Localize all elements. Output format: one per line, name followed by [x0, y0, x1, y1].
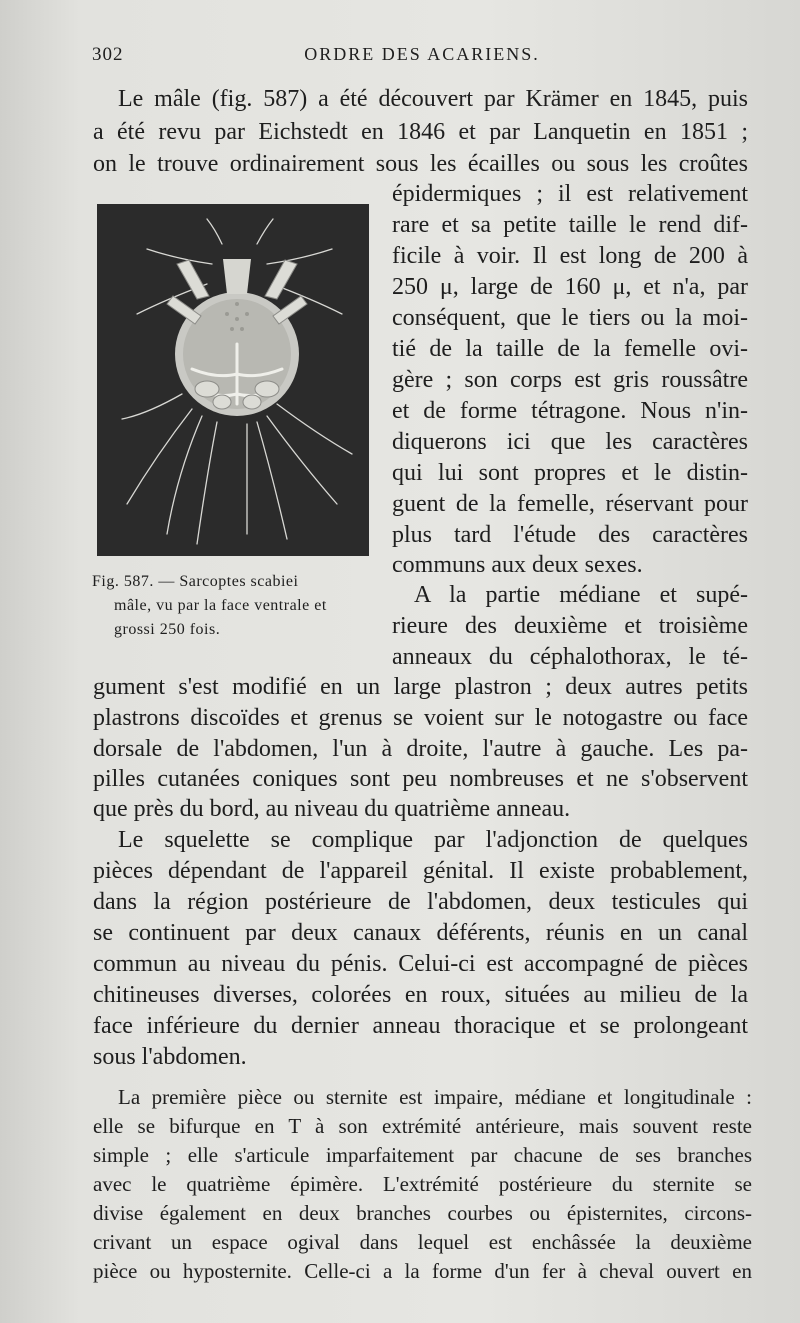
body-line: tié de la taille de la femelle ovi- — [392, 336, 748, 362]
body-line: a été revu par Eichstedt en 1846 et par Lanquetin en 1851 ; — [93, 119, 748, 145]
body-line: diquerons ici que les caractères — [392, 429, 748, 455]
body-line: ficile à voir. Il est long de 200 à — [392, 243, 748, 269]
body-line: Le mâle (fig. 587) a été découvert par Krämer en 1845, puis — [118, 86, 748, 112]
page-header — [92, 44, 752, 72]
small-print-line: pièce ou hyposternite. Celle-ci a la forme d'un fer à cheval ouvert en — [93, 1259, 752, 1283]
body-line: plastrons discoïdes et grenus se voient sur le notogastre ou face — [93, 705, 748, 731]
body-line: dorsale de l'abdomen, l'un à droite, l'autre à gauche. Les pa- — [93, 736, 748, 762]
small-print-line: simple ; elle s'articule imparfaitement par chacune de ses branches — [93, 1143, 752, 1167]
body-line: on le trouve ordinairement sous les écailles ou sous les croûtes — [93, 151, 748, 177]
body-line: plus tard l'étude des caractères — [392, 522, 748, 548]
body-line: Le squelette se complique par l'adjonction de quelques — [118, 827, 748, 853]
small-print-line: elle se bifurque en T à son extrémité antérieure, mais souvent reste — [93, 1114, 752, 1138]
body-line: guent de la femelle, réservant pour — [392, 491, 748, 517]
body-line: face inférieure du dernier anneau thoracique et se prolongeant — [93, 1013, 748, 1039]
body-line: conséquent, que le tiers ou la moi- — [392, 305, 748, 331]
body-line: épidermiques ; il est relativement — [392, 181, 748, 207]
mite-illustration — [97, 204, 369, 556]
running-title: ORDRE DES ACARIENS. — [304, 44, 540, 64]
body-line: sous l'abdomen. — [93, 1044, 247, 1070]
body-line: qui lui sont propres et le distin- — [392, 460, 748, 486]
body-line: A la partie médiane et supé- — [414, 582, 748, 608]
body-line: chitineuses diverses, colorées en roux, situées au milieu de la — [93, 982, 748, 1008]
body-line: gère ; son corps est gris roussâtre — [392, 367, 748, 393]
figure-caption-line: mâle, vu par la face ventrale et — [114, 597, 327, 614]
body-line: anneaux du céphalothorax, le té- — [392, 644, 748, 670]
body-line: rieure des deuxième et troisième — [392, 613, 748, 639]
figure-caption-line: grossi 250 fois. — [114, 621, 221, 638]
body-line: rare et sa petite taille le rend dif- — [392, 212, 748, 238]
small-print-line: La première pièce ou sternite est impaire, médiane et longitudinale : — [118, 1085, 752, 1109]
figure-caption-line: Fig. 587. — Sarcoptes scabiei — [92, 573, 299, 590]
body-line: se continuent par deux canaux déférents, réunis en un canal — [93, 920, 748, 946]
body-line: dans la région postérieure de l'abdomen, deux testicules qui — [93, 889, 748, 915]
page-number: 302 — [92, 44, 124, 65]
small-print-line: avec le quatrième épimère. L'extrémité postérieure du sternite se — [93, 1172, 752, 1196]
small-print-line: divise également en deux branches courbes ou épisternites, circons- — [93, 1201, 752, 1225]
small-print-line: crivant un espace ogival dans lequel est enchâssée la deuxième — [93, 1230, 752, 1254]
body-line: et de forme tétragone. Nous n'in- — [392, 398, 748, 424]
body-line: pilles cutanées coniques sont peu nombreuses et ne s'observent — [93, 766, 748, 792]
body-line: gument s'est modifié en un large plastron ; deux autres petits — [93, 674, 748, 700]
body-line: que près du bord, au niveau du quatrième anneau. — [93, 796, 571, 822]
body-line: communs aux deux sexes. — [392, 552, 643, 578]
sarcoptes-drawing — [97, 204, 369, 556]
body-line: commun au niveau du pénis. Celui-ci est accompagné de pièces — [93, 951, 748, 977]
body-line: 250 μ, large de 160 μ, et n'a, par — [392, 274, 748, 300]
body-line: pièces dépendant de l'appareil génital. Il existe probablement, — [93, 858, 748, 884]
